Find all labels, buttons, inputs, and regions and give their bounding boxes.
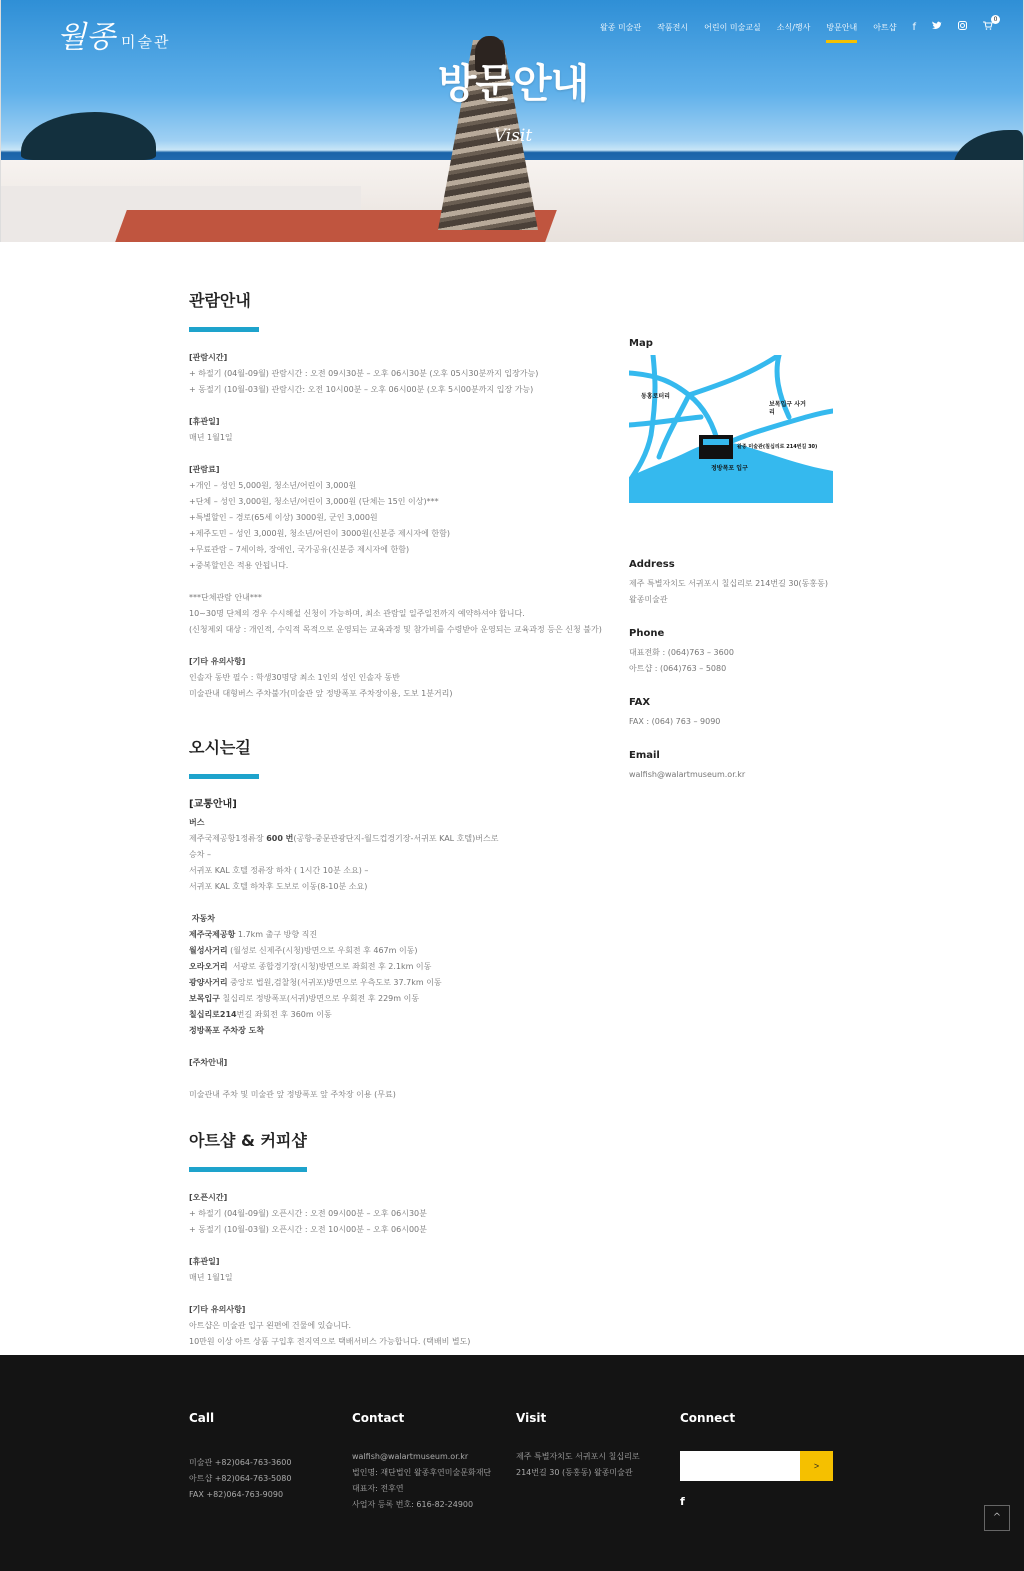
shop-etc-text: 10만원 이상 아트 상품 구입후 전지역으로 택배서비스 가능합니다. (택배비 별도) (189, 1337, 471, 1346)
fee-item: +중복할인은 적용 안됩니다. (189, 561, 289, 570)
footer-contact-heading: Contact (352, 1411, 405, 1425)
bus-line-3: 서귀포 KAL 호텔 정류장 하차 ( 1시간 10분 소요) – (189, 866, 369, 875)
nav-exhibition[interactable]: 작품전시 (657, 22, 689, 32)
map-label-museum: 왈종 미술관(칠십리로 214번길 30) (737, 444, 818, 450)
guide-etc-text: 미술관내 대형버스 주차불가(미술관 앞 정방폭포 주차장이용, 도보 1분거리) (189, 689, 453, 698)
car-step-place: 오라오거리 (189, 962, 228, 971)
address-text (629, 576, 839, 608)
site-logo[interactable] (57, 12, 170, 56)
footer-facebook-icon[interactable]: f (680, 1495, 685, 1508)
car-step (189, 991, 609, 1007)
parking-text: 미술관내 주차 및 미술관 앞 정방폭포 앞 주차장 이용 (무료) (189, 1090, 396, 1099)
car-step-text: 서광로 종합경기장(시청)방면으로 좌회전 후 2.1km 이동 (227, 962, 432, 971)
bus-route: (공항-중문관광단지-월드컵경기장-서귀포 KAL 호텔)버스로 (293, 834, 499, 843)
fee-item: +특별할인 – 경로(65세 이상) 3000원, 군인 3,000원 (189, 513, 378, 522)
group-text: (신청제외 대상 : 개인적, 수익적 목적으로 운영되는 교육과정 및 참가비를 수령받아 운영되는 교육과정 등은 신청 불가) (189, 625, 602, 634)
main-content (0, 242, 1024, 1355)
footer-call-heading: Call (189, 1411, 215, 1425)
car-heading: 자동차 (189, 914, 215, 923)
directions-content (189, 797, 609, 1103)
car-step (189, 927, 609, 943)
car-step-text: 1.7km 출구 방향 직진 (235, 930, 318, 939)
footer-contact-line[interactable]: walfish@walartmuseum.or.kr (352, 1452, 469, 1461)
nav-visit[interactable]: 방문안내 (826, 22, 858, 32)
page-title: 방문안내 (437, 61, 589, 107)
instagram-icon[interactable] (958, 21, 967, 33)
footer-call-line: 아트샵 +82)064-763-5080 (189, 1474, 292, 1483)
bus-line-4: 서귀포 KAL 호텔 하차후 도보로 이동(8-10분 소요) (189, 882, 368, 891)
car-step-text: 중앙로 법원,검찰청(서귀포)방면으로 우측도로 37.7km 이동 (227, 978, 442, 987)
shop-etc-heading: [기타 유의사항] (189, 1305, 246, 1314)
email-link[interactable]: walfish@walartmuseum.or.kr (629, 770, 746, 779)
car-step-place: 제주국제공항 (189, 930, 236, 939)
shop-etc-text: 아트샵은 미술관 입구 왼편에 건물에 있습니다. (189, 1321, 352, 1330)
guide-hours-winter: + 동절기 (10월-03월) 관람시간: 오전 10시00분 – 오후 06시00분 (오후 5시00분까지 입장 가능) (189, 385, 534, 394)
footer-contact-line: 법인명: 재단법인 왈종후연미술문화재단 (352, 1468, 492, 1477)
map-heading: Map (629, 338, 653, 349)
footer-contact-line: 사업자 등록 번호: 616-82-24900 (352, 1500, 474, 1509)
bus-number: 600 번 (266, 834, 294, 843)
cart-count-badge: 0 (991, 15, 1000, 24)
main-nav (600, 16, 998, 33)
bus-heading: 버스 (189, 818, 205, 827)
guide-title: 관람안내 (189, 291, 251, 310)
directions-title: 오시는길 (189, 738, 251, 757)
footer-call (189, 1411, 291, 1503)
shop-title: 아트샵 & 커피샵 (189, 1131, 307, 1150)
fee-item: +제주도민 – 성인 3,000원, 청소년/어린이 3000원(신분증 제시자에 한함) (189, 529, 450, 538)
site-footer (0, 1355, 1024, 1571)
nav-artshop[interactable]: 아트샵 (873, 22, 897, 32)
footer-connect-heading: Connect (680, 1411, 736, 1425)
guide-etc-heading: [기타 유의사항] (189, 657, 246, 666)
shop-closed-text: 매년 1월1일 (189, 1273, 233, 1282)
footer-connect (680, 1411, 833, 1508)
phone-shop: 아트샵 : (064)763 – 5080 (629, 664, 727, 673)
fax-heading: FAX (629, 697, 651, 708)
email-heading: Email (629, 750, 660, 761)
fee-item: +무료관람 – 7세이하, 장애인, 국가공유(신분증 제시자에 한함) (189, 545, 410, 554)
footer-contact-line: 대표자: 전후연 (352, 1484, 404, 1493)
contact-sidebar (629, 338, 839, 783)
page-subtitle: Visit (493, 126, 533, 146)
shop-open-summer: + 하절기 (04월-09월) 오픈시간 : 오전 09시00분 – 오후 06시30분 (189, 1209, 427, 1218)
guide-closed-text: 매년 1월1일 (189, 433, 233, 442)
car-step (189, 1007, 609, 1023)
phone-main: 대표전화 : (064)763 – 3600 (629, 648, 734, 657)
car-step-text: 칠십리로 정방폭포(서귀)방면으로 우회전 후 229m 이동 (219, 994, 420, 1003)
subscribe-email-input[interactable] (680, 1451, 800, 1481)
address-heading: Address (629, 559, 675, 570)
footer-visit-text (516, 1449, 640, 1481)
car-step-place: 정방폭포 주차장 도착 (189, 1026, 265, 1035)
info-column (189, 288, 609, 1350)
back-to-top-button[interactable]: ^ (984, 1505, 1010, 1531)
footer-visit-line: 제주 특별자치도 서귀포시 칠십리로 (516, 1452, 640, 1461)
fee-item: +단체 – 성인 3,000원, 청소년/어린이 3,000원 (단체는 15인 이상)*** (189, 497, 439, 506)
shop-closed-heading: [휴관일] (189, 1257, 220, 1266)
guide-closed-heading: [휴관일] (189, 417, 220, 426)
car-step (189, 1023, 609, 1039)
car-step-text: (월성로 신제주(시청)방면으로 우회전 후 467m 이동) (227, 946, 418, 955)
guide-fee-heading: [관람료] (189, 465, 220, 474)
car-step-place: 광양사거리 (189, 978, 228, 987)
shop-open-winter: + 동절기 (10월-03월) 오픈시간 : 오전 10시00분 – 오후 06시00분 (189, 1225, 427, 1234)
nav-museum[interactable]: 왈종 미술관 (600, 22, 642, 32)
footer-contact (352, 1411, 491, 1513)
nav-news[interactable]: 소식/행사 (776, 22, 811, 32)
car-step-place: 보목입구 (189, 994, 220, 1003)
transit-heading: [교통안내] (189, 799, 237, 810)
address-line: 제주 특별자치도 서귀포시 칠십리로 214번길 30(동홍동) (629, 579, 828, 588)
car-step (189, 975, 609, 991)
subscribe-button[interactable]: > (800, 1451, 833, 1481)
footer-visit-heading: Visit (516, 1411, 547, 1425)
car-step-text: 번길 좌회전 후 360m 이동 (236, 1010, 332, 1019)
bus-line-1 (189, 831, 609, 847)
footer-contact-text (352, 1449, 491, 1513)
directions-accent-bar (189, 774, 259, 779)
map-label-falls: 정방폭포 입구 (711, 465, 748, 472)
phone-heading: Phone (629, 628, 665, 639)
logo-script: 월종 (57, 20, 115, 55)
map-label-rotary: 동홍로터리 (641, 393, 670, 400)
guide-content (189, 350, 609, 702)
phone-text (629, 645, 839, 677)
group-heading: ***단체관람 안내*** (189, 593, 262, 602)
shop-content (189, 1190, 609, 1350)
map-label-bomok: 보목입구 사거리 (769, 401, 806, 416)
shop-open-heading: [오픈시간] (189, 1193, 228, 1202)
guide-accent-bar (189, 327, 259, 332)
cart-icon[interactable] (983, 16, 998, 33)
footer-call-line: 미술관 +82)064-763-3600 (189, 1458, 292, 1467)
parking-heading: [주차안내] (189, 1058, 228, 1067)
logo-text: 미술관 (120, 33, 171, 51)
car-step-place: 월성사거리 (189, 946, 228, 955)
shop-accent-bar (189, 1167, 307, 1172)
location-map[interactable] (629, 355, 833, 503)
group-text: 10~30명 단체의 경우 수시해설 신청이 가능하며, 최소 관람일 일주일전까지 예약하셔야 합니다. (189, 609, 525, 618)
fax-text: FAX : (064) 763 – 9090 (629, 717, 721, 726)
fee-item: +개인 – 성인 5,000원, 청소년/어린이 3,000원 (189, 481, 357, 490)
twitter-icon[interactable] (932, 21, 942, 33)
address-line: 왈종미술관 (629, 595, 668, 604)
bus-line-2: 승차 – (189, 850, 211, 859)
nav-kids-class[interactable]: 어린이 미술교실 (704, 22, 761, 32)
facebook-icon[interactable]: f (912, 21, 916, 33)
guide-etc-text: 인솔자 동반 필수 : 학생30명당 최소 1인의 성인 인솔자 동반 (189, 673, 400, 682)
footer-call-text (189, 1455, 291, 1503)
subscribe-form (680, 1451, 833, 1481)
guide-hours-heading: [관람시간] (189, 353, 228, 362)
hero-banner (0, 0, 1024, 242)
footer-visit-line: 214번길 30 (동홍동) 왈종미술관 (516, 1468, 633, 1477)
bus-stop: 제주국제공항1정류장 (189, 834, 267, 843)
footer-call-line: FAX +82)064-763-9090 (189, 1490, 284, 1499)
car-step (189, 943, 609, 959)
guide-hours-summer: + 하절기 (04월-09월) 관람시간 : 오전 09시30분 – 오후 06시30분 (오후 05시30분까지 입장가능) (189, 369, 539, 378)
footer-visit (516, 1411, 640, 1481)
car-step-place: 칠십리로214 (189, 1010, 237, 1019)
car-step (189, 959, 609, 975)
